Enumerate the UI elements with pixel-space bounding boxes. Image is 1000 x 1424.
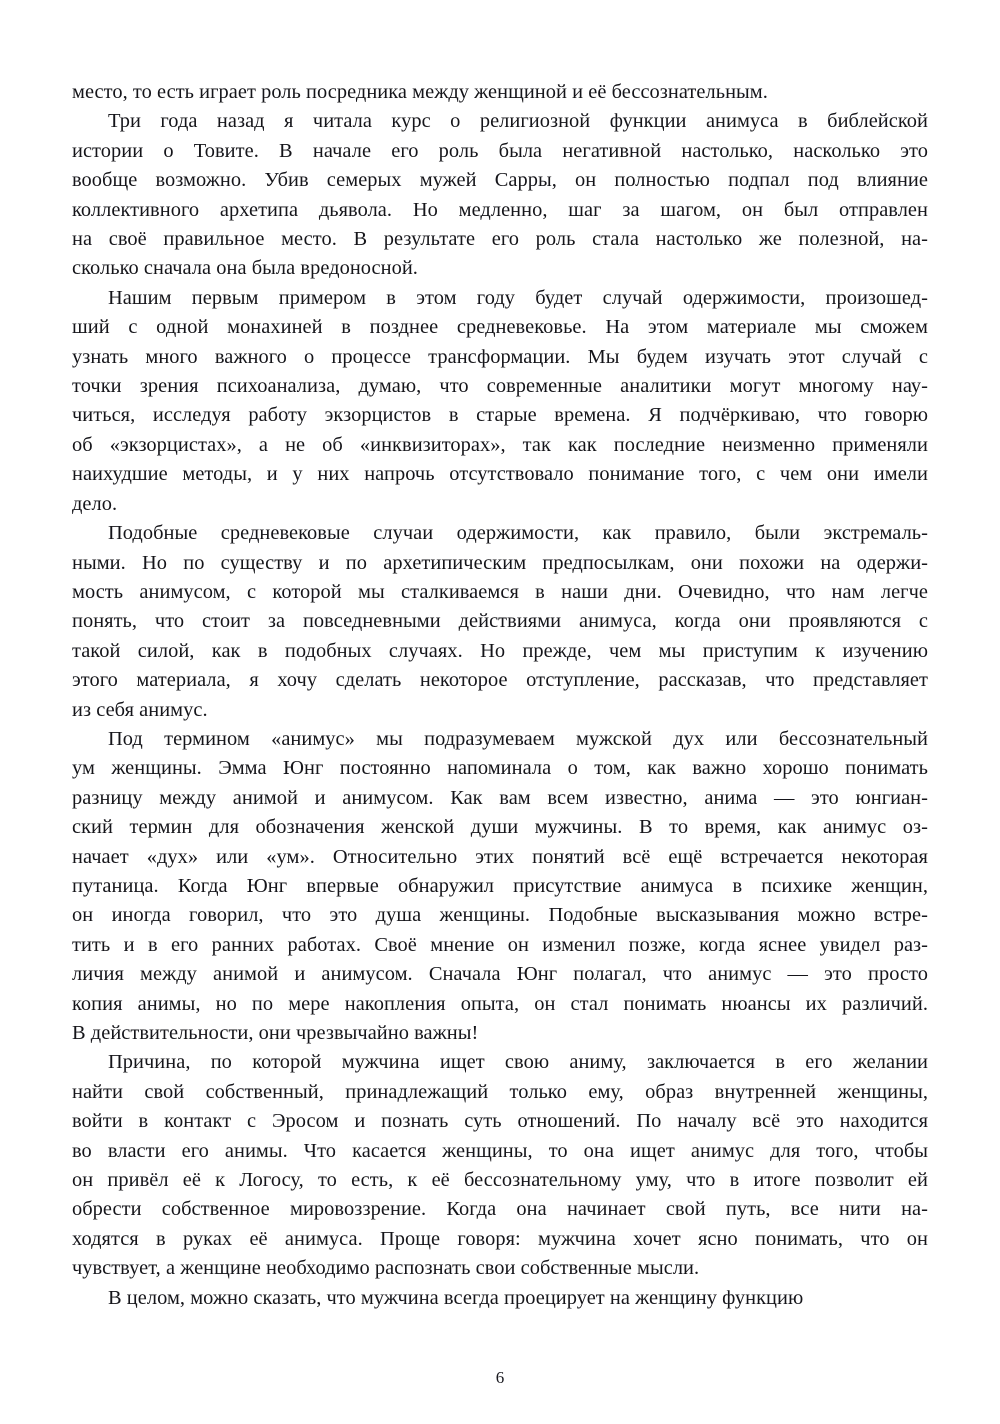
- text-line: дело.: [72, 492, 118, 515]
- page-number: 6: [495, 1368, 505, 1387]
- text-line: на своё правильное место. В результате его роль стала настолько же полезной, на-: [72, 228, 928, 251]
- text-line: узнать много важного о процессе трансформации. Мы будем изучать этот случай с: [72, 345, 928, 368]
- text-line: Нашим первым примером в этом году будет случай одержимости, произошед-: [108, 286, 928, 309]
- text-line: личия между анимой и анимусом. Сначала Юнг полагал, что анимус — это просто: [72, 963, 928, 986]
- text-line: во власти его анимы. Что касается женщины, то она ищет анимус для того, чтобы: [72, 1139, 928, 1162]
- paragraph: [72, 519, 928, 725]
- text-line: сколько сначала она была вредоносной.: [72, 257, 418, 280]
- text-line: этого материала, я хочу сделать некоторое отступление, рассказав, что представляет: [72, 669, 928, 692]
- paragraph: [72, 284, 928, 519]
- text-line: мость анимусом, с которой мы сталкиваемся в наши дни. Очевидно, что нам легче: [72, 580, 928, 603]
- text-line: ными. Но по существу и по архетипическим предпосылкам, они похожи на одержи-: [72, 551, 928, 574]
- text-line: Причина, по которой мужчина ищет свою аниму, заключается в его желании: [108, 1051, 928, 1074]
- text-line: найти свой собственный, принадлежащий только ему, образ внутренней женщины,: [72, 1080, 928, 1103]
- text-line: вообще возможно. Убив семерых мужей Сарры, он полностью подпал под влияние: [72, 169, 928, 192]
- paragraph: [72, 1284, 928, 1313]
- text-line: место, то есть играет роль посредника между женщиной и её бессознательным.: [72, 81, 768, 103]
- text-line: путаница. Когда Юнг впервые обнаружил присутствие анимуса в психике женщин,: [72, 874, 928, 897]
- text-line: он иногда говорил, что это душа женщины. Подобные высказывания можно встре-: [72, 904, 928, 927]
- text-line: В действительности, они чрезвычайно важны!: [72, 1022, 479, 1044]
- text-line: такой силой, как в подобных случаях. Но прежде, чем мы приступим к изучению: [72, 639, 928, 662]
- text-line: Три года назад я читала курс о религиозной функции анимуса в библейской: [108, 110, 928, 133]
- text-line: истории о Товите. В начале его роль была негативной настолько, насколько это: [72, 139, 928, 162]
- text-line: наихудшие методы, и у них напрочь отсутствовало понимание того, с чем они имели: [72, 463, 928, 486]
- text-line: об «экзорцистах», а не об «инквизиторах», так как последние неизменно применяли: [72, 433, 928, 456]
- paragraph: [72, 107, 928, 283]
- text-line: ходятся в руках её анимуса. Проще говоря: мужчина хочет ясно понимать, что он: [72, 1227, 928, 1250]
- text-line: точки зрения психоанализа, думаю, что современные аналитики могут многому нау-: [72, 375, 928, 398]
- text-line: понять, что стоит за повседневными действиями анимуса, когда они проявляются с: [72, 610, 928, 633]
- text-line: разницу между анимой и анимусом. Как вам всем известно, анима — это юнгиан-: [72, 786, 928, 809]
- text-line: копия анимы, но по мере накопления опыта, он стал понимать нюансы их различий.: [72, 992, 928, 1015]
- paragraph: [72, 1048, 928, 1283]
- text-line: Подобные средневековые случаи одержимости, как правило, были экстремаль-: [108, 522, 928, 545]
- text-line: тить и в его ранних работах. Своё мнение он изменил позже, когда яснее увидел раз-: [72, 933, 928, 956]
- text-line: Под термином «анимус» мы подразумеваем мужской дух или бессознательный: [108, 727, 928, 750]
- text-column: [72, 78, 928, 1313]
- text-line: он привёл её к Логосу, то есть, к её бессознательному уму, что в итоге позволит ей: [72, 1169, 928, 1192]
- text-line: из себя анимус.: [72, 698, 208, 721]
- text-line: коллективного архетипа дьявола. Но медленно, шаг за шагом, он был отправлен: [72, 198, 928, 221]
- text-line: ший с одной монахиней в позднее средневековье. На этом материале мы сможем: [72, 316, 928, 339]
- text-line: читься, исследуя работу экзорцистов в старые времена. Я подчёркиваю, что говорю: [72, 404, 928, 427]
- paragraph: [72, 78, 928, 107]
- text-line: ум женщины. Эмма Юнг постоянно напоминала о том, как важно хорошо понимать: [72, 757, 928, 780]
- text-line: В целом, можно сказать, что мужчина всегда проецирует на женщину функцию: [108, 1286, 804, 1309]
- text-line: начает «дух» или «ум». Относительно этих понятий всё ещё встречается некоторая: [72, 845, 928, 868]
- text-line: войти в контакт с Эросом и познать суть отношений. По началу всё это находится: [72, 1110, 928, 1133]
- text-line: обрести собственное мировоззрение. Когда она начинает свой путь, все нити на-: [72, 1198, 928, 1221]
- paragraph: [72, 725, 928, 1048]
- text-line: чувствует, а женщине необходимо распознать свои собственные мысли.: [72, 1257, 700, 1280]
- text-line: ский термин для обозначения женской души мужчины. В то время, как анимус оз-: [72, 816, 928, 839]
